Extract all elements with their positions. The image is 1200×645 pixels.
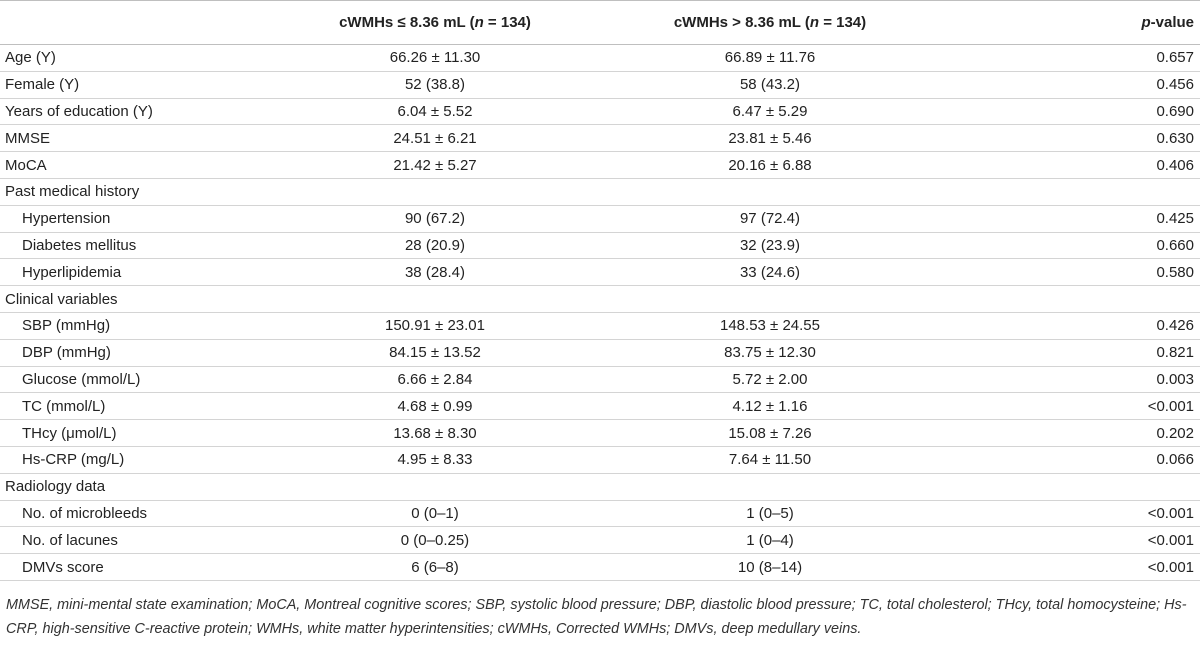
- cell-p-value: <0.001: [960, 500, 1200, 527]
- row-label: DBP (mmHg): [0, 339, 290, 366]
- row-label: Hypertension: [0, 205, 290, 232]
- table-row: [0, 71, 1200, 98]
- row-label: MoCA: [0, 152, 290, 179]
- cell-p-value: 0.425: [960, 205, 1200, 232]
- cell-group-high-cwmhs: 33 (24.6): [580, 259, 960, 286]
- cell-p-value: [960, 286, 1200, 313]
- table-row: [0, 259, 1200, 286]
- cell-group-low-cwmhs: 90 (67.2): [290, 205, 580, 232]
- row-label: DMVs score: [0, 554, 290, 581]
- cell-group-high-cwmhs: 83.75 ± 12.30: [580, 339, 960, 366]
- table-row: [0, 339, 1200, 366]
- table-row: [0, 446, 1200, 473]
- cell-group-high-cwmhs: 7.64 ± 11.50: [580, 446, 960, 473]
- table-body: [0, 45, 1200, 581]
- table-row: [0, 312, 1200, 339]
- row-label: TC (mmol/L): [0, 393, 290, 420]
- cell-group-high-cwmhs: 58 (43.2): [580, 71, 960, 98]
- cell-group-low-cwmhs: 6.04 ± 5.52: [290, 98, 580, 125]
- row-label: Radiology data: [0, 473, 290, 500]
- cell-group-high-cwmhs: 148.53 ± 24.55: [580, 312, 960, 339]
- cell-group-low-cwmhs: 150.91 ± 23.01: [290, 312, 580, 339]
- cell-group-low-cwmhs: [290, 473, 580, 500]
- cell-group-high-cwmhs: 5.72 ± 2.00: [580, 366, 960, 393]
- row-label: Female (Y): [0, 71, 290, 98]
- cell-group-high-cwmhs: 15.08 ± 7.26: [580, 420, 960, 447]
- cell-p-value: 0.630: [960, 125, 1200, 152]
- cell-group-high-cwmhs: 66.89 ± 11.76: [580, 45, 960, 72]
- row-label: Hs-CRP (mg/L): [0, 446, 290, 473]
- cell-p-value: 0.657: [960, 45, 1200, 72]
- cell-group-low-cwmhs: [290, 178, 580, 205]
- cell-group-high-cwmhs: 23.81 ± 5.46: [580, 125, 960, 152]
- cell-group-low-cwmhs: 28 (20.9): [290, 232, 580, 259]
- cell-group-low-cwmhs: 66.26 ± 11.30: [290, 45, 580, 72]
- table-row: [0, 554, 1200, 581]
- cell-group-high-cwmhs: 1 (0–5): [580, 500, 960, 527]
- row-label: Past medical history: [0, 178, 290, 205]
- cell-p-value: <0.001: [960, 393, 1200, 420]
- cell-p-value: 0.406: [960, 152, 1200, 179]
- cell-group-low-cwmhs: 4.68 ± 0.99: [290, 393, 580, 420]
- cell-group-low-cwmhs: [290, 286, 580, 313]
- header-group-high-cwmhs: cWMHs > 8.36 mL (n = 134): [580, 1, 960, 45]
- cell-group-high-cwmhs: 97 (72.4): [580, 205, 960, 232]
- row-label: Diabetes mellitus: [0, 232, 290, 259]
- row-label: No. of lacunes: [0, 527, 290, 554]
- cell-group-low-cwmhs: 4.95 ± 8.33: [290, 446, 580, 473]
- cell-p-value: [960, 473, 1200, 500]
- cell-group-high-cwmhs: 4.12 ± 1.16: [580, 393, 960, 420]
- table-row: [0, 366, 1200, 393]
- cell-group-low-cwmhs: 6 (6–8): [290, 554, 580, 581]
- cell-group-high-cwmhs: [580, 286, 960, 313]
- cell-group-low-cwmhs: 38 (28.4): [290, 259, 580, 286]
- header-group-low-cwmhs: cWMHs ≤ 8.36 mL (n = 134): [290, 1, 580, 45]
- table-header-row: [0, 1, 1200, 45]
- table-row: [0, 393, 1200, 420]
- row-label: Glucose (mmol/L): [0, 366, 290, 393]
- table-row: [0, 152, 1200, 179]
- row-label: Age (Y): [0, 45, 290, 72]
- cell-group-low-cwmhs: 21.42 ± 5.27: [290, 152, 580, 179]
- cell-p-value: 0.690: [960, 98, 1200, 125]
- cell-p-value: 0.456: [960, 71, 1200, 98]
- row-label: Clinical variables: [0, 286, 290, 313]
- cell-group-high-cwmhs: [580, 473, 960, 500]
- cell-p-value: 0.821: [960, 339, 1200, 366]
- table-row: [0, 420, 1200, 447]
- table-row: [0, 178, 1200, 205]
- cell-p-value: [960, 178, 1200, 205]
- cell-p-value: 0.003: [960, 366, 1200, 393]
- header-variable: [0, 1, 290, 45]
- row-label: Hyperlipidemia: [0, 259, 290, 286]
- cell-p-value: <0.001: [960, 554, 1200, 581]
- row-label: THcy (μmol/L): [0, 420, 290, 447]
- table-row: [0, 500, 1200, 527]
- cell-group-high-cwmhs: 1 (0–4): [580, 527, 960, 554]
- cell-group-high-cwmhs: [580, 178, 960, 205]
- cell-p-value: <0.001: [960, 527, 1200, 554]
- header-p-value: p-value: [960, 1, 1200, 45]
- cell-p-value: 0.660: [960, 232, 1200, 259]
- cell-group-high-cwmhs: 6.47 ± 5.29: [580, 98, 960, 125]
- row-label: MMSE: [0, 125, 290, 152]
- table-row: [0, 205, 1200, 232]
- cell-group-low-cwmhs: 13.68 ± 8.30: [290, 420, 580, 447]
- cell-group-high-cwmhs: 10 (8–14): [580, 554, 960, 581]
- cell-group-low-cwmhs: 84.15 ± 13.52: [290, 339, 580, 366]
- cell-group-low-cwmhs: 0 (0–1): [290, 500, 580, 527]
- cell-group-low-cwmhs: 52 (38.8): [290, 71, 580, 98]
- cell-p-value: 0.066: [960, 446, 1200, 473]
- table-row: [0, 527, 1200, 554]
- table-row: [0, 286, 1200, 313]
- cell-group-low-cwmhs: 24.51 ± 6.21: [290, 125, 580, 152]
- cell-group-high-cwmhs: 32 (23.9): [580, 232, 960, 259]
- row-label: SBP (mmHg): [0, 312, 290, 339]
- cell-group-low-cwmhs: 6.66 ± 2.84: [290, 366, 580, 393]
- cell-p-value: 0.580: [960, 259, 1200, 286]
- table-row: [0, 473, 1200, 500]
- table-row: [0, 45, 1200, 72]
- table-row: [0, 98, 1200, 125]
- row-label: Years of education (Y): [0, 98, 290, 125]
- table-row: [0, 232, 1200, 259]
- table-footnote: MMSE, mini-mental state examination; MoCA, Montreal cognitive scores; SBP, systolic blood pressure; DBP, diastolic blood pressure; TC, total cholesterol; THcy, total homocysteine; Hs-CRP, high-sensitive C-reactive protein; WMHs, white matter hyperintensities; cWMHs, Corrected WMHs; DMVs, deep medullary veins.: [6, 596, 1187, 637]
- cell-group-low-cwmhs: 0 (0–0.25): [290, 527, 580, 554]
- table-row: [0, 125, 1200, 152]
- row-label: No. of microbleeds: [0, 500, 290, 527]
- cell-p-value: 0.202: [960, 420, 1200, 447]
- cell-p-value: 0.426: [960, 312, 1200, 339]
- cell-group-high-cwmhs: 20.16 ± 6.88: [580, 152, 960, 179]
